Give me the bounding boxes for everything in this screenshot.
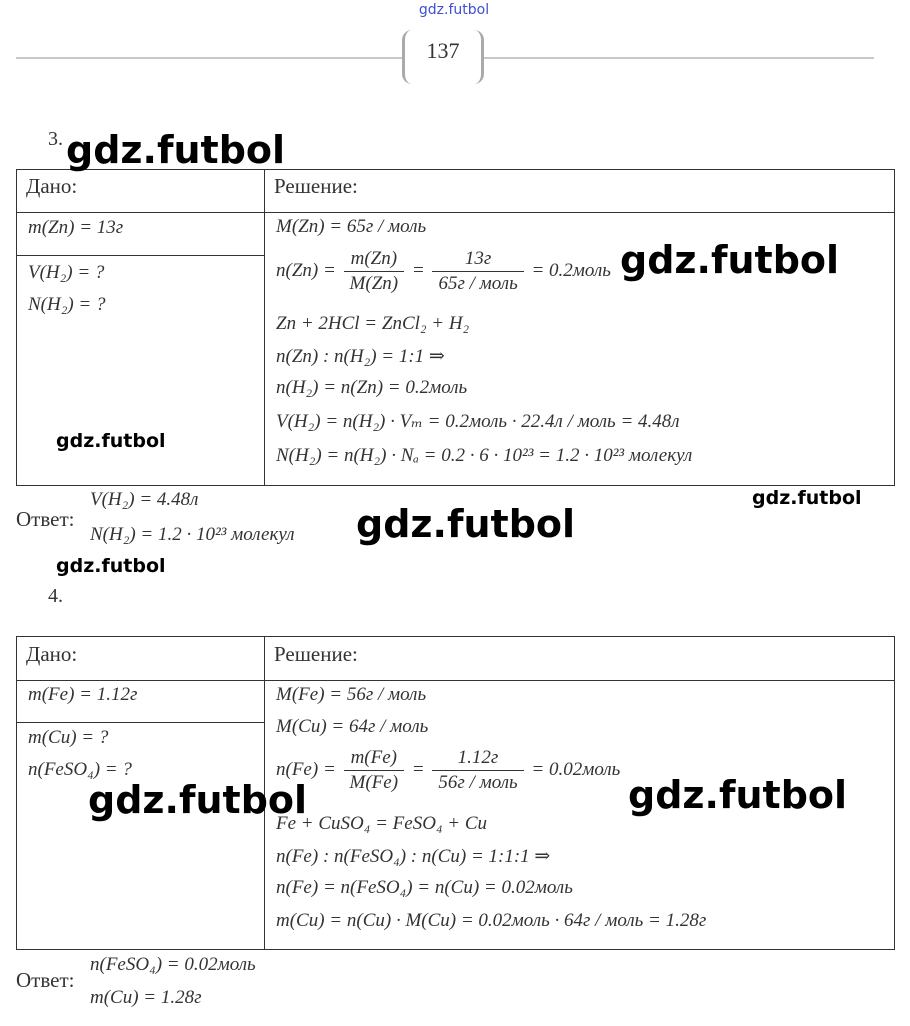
watermark-8: gdz.futbol: [628, 773, 848, 817]
task4-answer-label: Ответ:: [16, 968, 75, 992]
task3-answer-label: Ответ:: [16, 507, 75, 531]
task4-amount-prefix: n(Fe) =: [276, 758, 336, 780]
task3-given-divider: [16, 255, 264, 256]
task3-answer-volume: V(H₂) = 4.48л: [90, 489, 199, 510]
task4-frac2-den: 56г / моль: [438, 772, 518, 793]
watermark-3: gdz.futbol: [56, 430, 166, 452]
task4-answer-copper: m(Cu) = 1.28г: [90, 987, 202, 1008]
task4-given-sulfate-unknown: n(FeSO₄) = ?: [28, 759, 132, 780]
task4-number: 4.: [48, 585, 63, 607]
task4-frac1-den: M(Fe): [349, 772, 399, 793]
task3-fraction-numeric: [432, 247, 523, 296]
task3-hydrogen-molecules: N(H₂) = n(H₂) · Nₐ = 0.2 · 6 · 10²³ = 1.2 · 10²³ молекул: [276, 445, 693, 466]
task3-given-volume-unknown: V(H₂) = ?: [28, 262, 105, 283]
task4-solution-header: Решение:: [274, 642, 358, 666]
task3-frac2-num: 13г: [432, 247, 523, 272]
task4-iron-molar-mass: M(Fe) = 56г / моль: [276, 684, 427, 705]
task3-hydrogen-volume: V(H₂) = n(H₂) · Vₘ = 0.2моль · 22.4л / моль = 4.48л: [276, 411, 680, 432]
task4-given-divider: [16, 722, 264, 723]
watermark-2: gdz.futbol: [620, 238, 840, 282]
task4-given-mass: m(Fe) = 1.12г: [28, 684, 138, 705]
task3-frac1-den: M(Zn): [349, 273, 399, 294]
task3-reaction-equation: Zn + 2HCl = ZnCl₂ + H₂: [276, 313, 470, 334]
task4-frac1-num: m(Fe): [344, 746, 405, 771]
task4-amount-result: = 0.02моль: [531, 758, 621, 780]
task3-amount-result: = 0.2моль: [531, 259, 611, 281]
task4-amount-formula: [276, 746, 620, 795]
task4-given-copper-unknown: m(Cu) = ?: [28, 727, 109, 748]
task4-copper-mass: m(Cu) = n(Cu) · M(Cu) = 0.02моль · 64г / моль = 1.28г: [276, 910, 707, 931]
task3-given-header: Дано:: [26, 174, 78, 198]
task3-answer-molecules: N(H₂) = 1.2 · 10²³ молекул: [90, 524, 295, 545]
watermark-4: gdz.futbol: [752, 487, 862, 509]
header-rule-right: [484, 57, 874, 59]
task3-number: 3.: [48, 128, 63, 150]
header-watermark: gdz.futbol: [418, 2, 490, 18]
page-number: 137: [426, 38, 460, 63]
task4-ratio: n(Fe) : n(FeSO₄) : n(Cu) = 1:1:1 ⇒: [276, 846, 551, 867]
task3-column-divider: [264, 169, 265, 486]
task4-fraction-symbolic: [344, 746, 405, 795]
task4-fraction-numeric: [432, 746, 523, 795]
task3-given-mass: m(Zn) = 13г: [28, 217, 124, 238]
task3-ratio: n(Zn) : n(H₂) = 1:1 ⇒: [276, 346, 445, 367]
task3-given-count-unknown: N(H₂) = ?: [28, 294, 106, 315]
task3-amount-prefix: n(Zn) =: [276, 259, 336, 281]
header-rule-left: [16, 57, 402, 59]
task3-hydrogen-amount: n(H₂) = n(Zn) = 0.2моль: [276, 377, 468, 398]
task4-answer-sulfate: n(FeSO₄) = 0.02моль: [90, 954, 256, 975]
task3-header-divider: [16, 212, 895, 213]
task4-header-divider: [16, 680, 895, 681]
task4-frac2-num: 1.12г: [432, 746, 523, 771]
task4-amounts-equal: n(Fe) = n(FeSO₄) = n(Cu) = 0.02моль: [276, 877, 573, 898]
task4-amount-eq: =: [411, 758, 425, 780]
task4-reaction-equation: Fe + CuSO₄ = FeSO₄ + Cu: [276, 813, 488, 834]
task4-given-header: Дано:: [26, 642, 78, 666]
task4-copper-molar-mass: M(Cu) = 64г / моль: [276, 716, 429, 737]
task3-frac1-num: m(Zn): [344, 247, 405, 272]
task3-molar-mass: M(Zn) = 65г / моль: [276, 216, 427, 237]
task3-amount-eq: =: [411, 259, 425, 281]
watermark-7: gdz.futbol: [88, 778, 308, 822]
task3-fraction-symbolic: [344, 247, 405, 296]
watermark-1: gdz.futbol: [66, 128, 286, 172]
task3-solution-header: Решение:: [274, 174, 358, 198]
watermark-6: gdz.futbol: [56, 555, 166, 577]
watermark-5: gdz.futbol: [356, 502, 576, 546]
task3-frac2-den: 65г / моль: [438, 273, 518, 294]
task3-amount-formula: [276, 247, 611, 296]
